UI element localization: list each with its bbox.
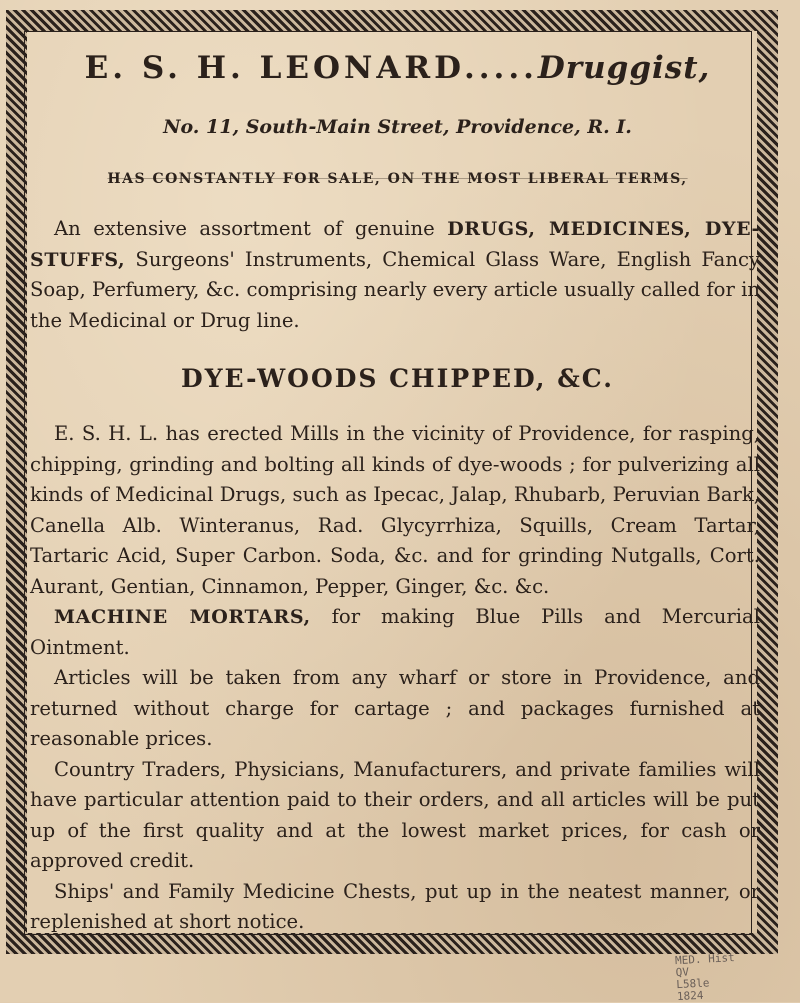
intro-caps: DRUGS, MEDICINES, DYE-STUFFS,	[30, 218, 760, 271]
intro-paragraph	[30, 214, 760, 336]
catalog-note: MED. Hist QV L58le 1824	[674, 951, 735, 1003]
body-text	[30, 419, 760, 938]
chests-paragraph: Ships' and Family Medicine Chests, put up in the neatest manner, or replenished at short notice.	[30, 879, 760, 933]
section-heading: DYE-WOODS CHIPPED, &C.	[181, 364, 614, 393]
wharf-paragraph: Articles will be taken from any wharf or store in Providence, and returned without charge for cartage ; and packages furnished at reasonable prices.	[30, 666, 760, 750]
merchant-address: No. 11, South-Main Street, Providence, R. I.	[163, 116, 632, 138]
mortars-paragraph: MACHINE MORTARS, for making Blue Pills and Mercurial Ointment.	[30, 605, 760, 659]
intro-lead: An extensive assortment of genuine	[54, 217, 448, 240]
merchant-trade: Druggist,	[537, 50, 711, 86]
intro-rest: Surgeons' Instruments, Chemical Glass Ware, English Fancy Soap, Perfumery, &c. comprising nearly every article usually called for in the Medicinal or Drug line.	[30, 247, 760, 332]
mills-paragraph: E. S. H. L. has erected Mills in the vicinity of Providence, for rasping, chipping, grinding and bolting all kinds of dye-woods ; for pulverizing all kinds of Medicinal Drugs, such as Ipecac, Jalap, Rhubarb, Peruvian Bark, Canella Alb. Winteranus, Rad. Glycyrrhiza, Squills, Cream Tartar, Tartaric Acid, Super Carbon. Soda, &c. and for grinding Nutgalls, Cort. Aurant, Gentian, Cinnamon, Pepper, Ginger, &c. &c.	[30, 422, 760, 598]
merchant-name: E. S. H. LEONARD.....	[84, 50, 538, 86]
page-title	[30, 50, 765, 86]
terms-line: HAS CONSTANTLY FOR SALE, ON THE MOST LIBERAL TERMS,	[107, 171, 688, 187]
traders-paragraph: Country Traders, Physicians, Manufacturers, and private families will have particular attention paid to their orders, and all articles will be put up of the first quality and at the lowest market prices, for cash or approved credit.	[30, 757, 760, 872]
